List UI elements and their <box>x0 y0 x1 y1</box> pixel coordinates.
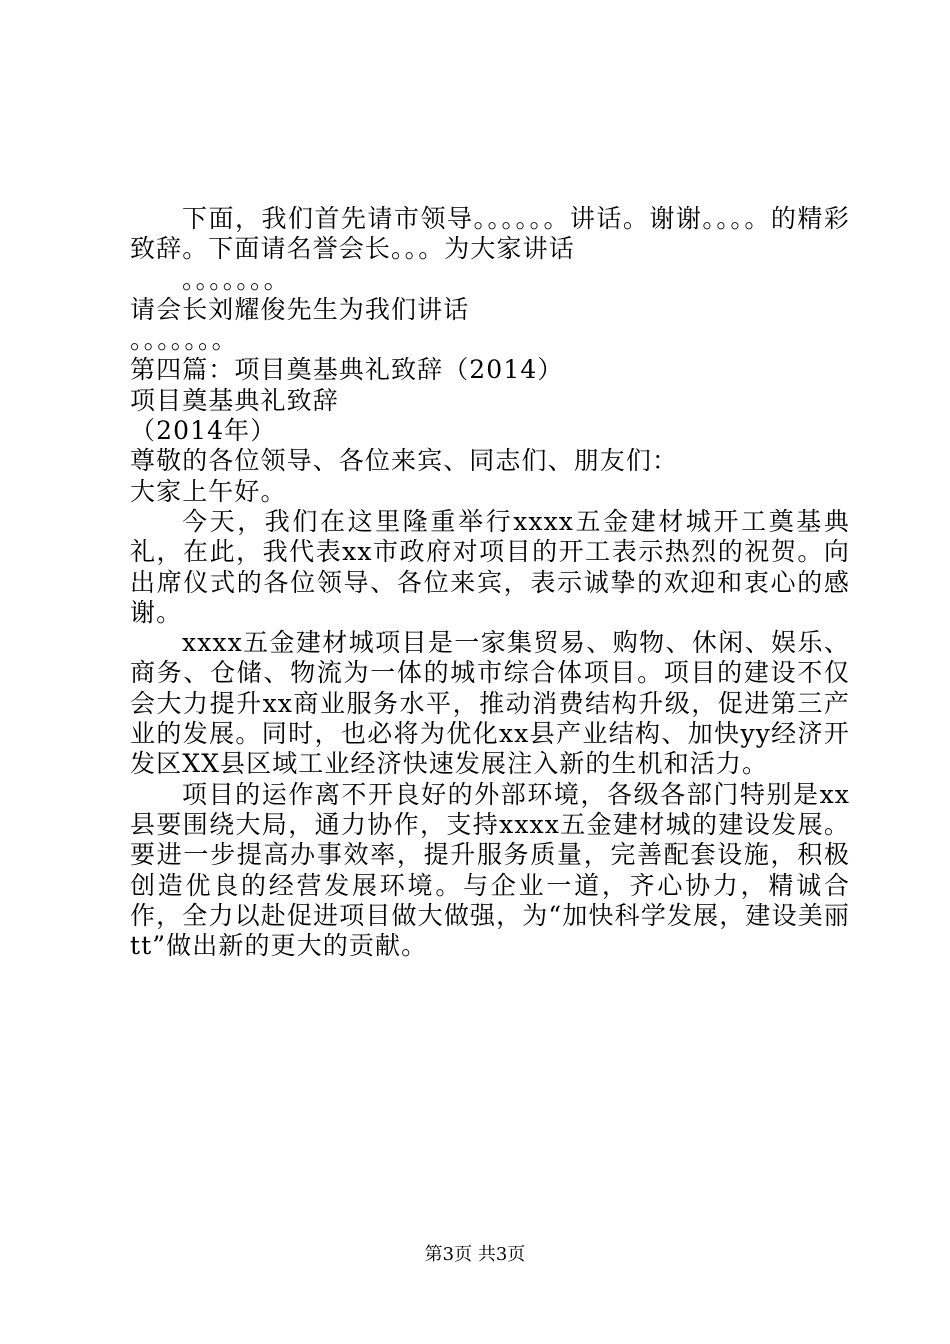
section-heading: 第四篇：项目奠基典礼致辞（2014） <box>130 355 564 385</box>
page-footer <box>0 1243 950 1267</box>
paragraph-ellipsis-2: 。。。。。。。 <box>130 325 238 355</box>
paragraph-invite-chairman: 请会长刘耀俊先生为我们讲话 <box>130 294 470 324</box>
paragraph-project-description: xxxx五金建材城项目是一家集贸易、购物、休闲、娱乐、商务、仓储、物流为一体的城市综合体项目。项目的建设不仅会大力提升xx商业服务水平，推动消费结构升级，促进第三产业的发展。同时，也必将为优化xx县产业结构、加快yy经济开发区XX县区域工业经济快速发展注入新的生机和活力。 <box>130 628 850 779</box>
paragraph-ellipsis-1: 。。。。。。。 <box>182 264 290 294</box>
greeting: 大家上午好。 <box>130 476 287 506</box>
page-number-label: 第3页 共3页 <box>424 1244 526 1265</box>
speech-title: 项目奠基典礼致辞 <box>130 385 339 415</box>
salutation: 尊敬的各位领导、各位来宾、同志们、朋友们： <box>130 446 679 476</box>
paragraph-opening-remarks: 下面，我们首先请市领导。。。。。。讲话。谢谢。。。。的精彩致辞。下面请名誉会长。。。为大家讲话 <box>130 204 850 264</box>
speech-year: （2014年） <box>130 416 277 446</box>
paragraph-ceremony: 今天，我们在这里隆重举行xxxx五金建材城开工奠基典礼，在此，我代表xx市政府对项目的开工表示热烈的祝贺。向出席仪式的各位领导、各位来宾，表示诚挚的欢迎和衷心的感谢。 <box>130 506 850 627</box>
document-body <box>130 204 850 961</box>
paragraph-environment: 项目的运作离不开良好的外部环境，各级各部门特别是xx县要围绕大局，通力协作，支持xxxx五金建材城的建设发展。要进一步提高办事效率，提升服务质量，完善配套设施，积极创造优良的经营发展环境。与企业一道，齐心协力，精诚合作，全力以赴促进项目做大做强，为“加快科学发展，建设美丽tt”做出新的更大的贡献。 <box>130 779 850 961</box>
